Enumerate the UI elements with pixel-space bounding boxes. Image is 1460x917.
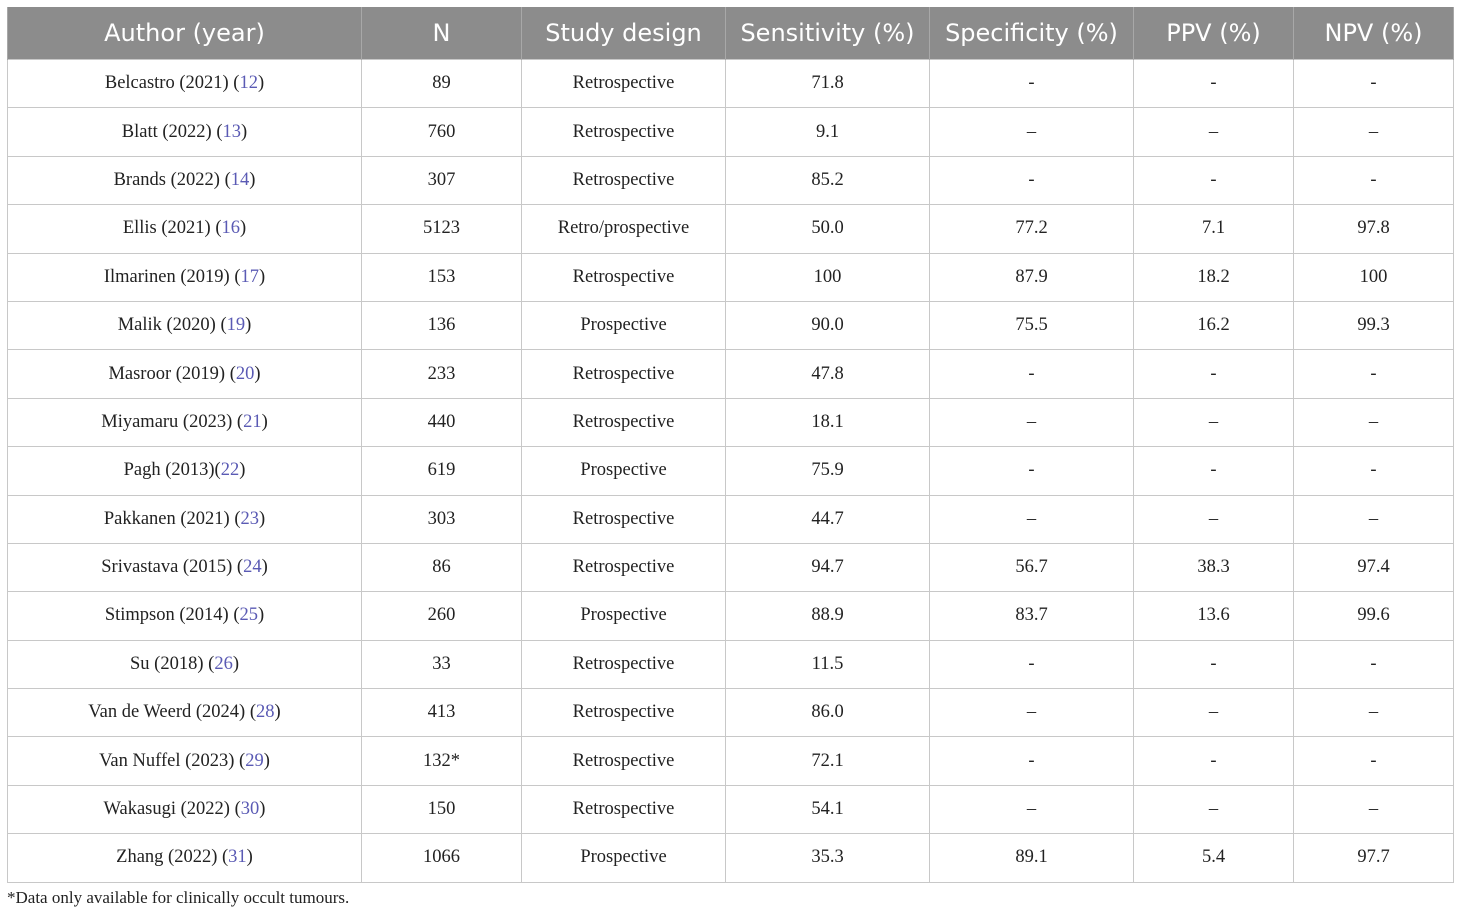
specificity-cell: – — [930, 108, 1134, 156]
npv-cell: – — [1294, 689, 1454, 737]
author-name: Ilmarinen (2019) — [103, 266, 235, 287]
study-design-cell: Retrospective — [522, 350, 726, 398]
table-row — [8, 156, 1454, 204]
reference-link[interactable]: 25 — [239, 605, 258, 626]
sensitivity-cell: 9.1 — [726, 108, 930, 156]
author-year-cell: Malik (2020) (19) — [8, 301, 362, 349]
study-design-cell: Retrospective — [522, 785, 726, 833]
author-name: Wakasugi (2022) — [103, 799, 235, 820]
author-name: Van de Weerd (2024) — [88, 702, 250, 723]
study-design-cell: Retrospective — [522, 737, 726, 785]
sensitivity-cell: 72.1 — [726, 737, 930, 785]
header-ppv: PPV (%) — [1134, 7, 1294, 60]
specificity-cell: - — [930, 737, 1134, 785]
header-specificity: Specificity (%) — [930, 7, 1134, 60]
table-row — [8, 640, 1454, 688]
ppv-cell: - — [1134, 737, 1294, 785]
specificity-cell: 77.2 — [930, 205, 1134, 253]
table-row — [8, 108, 1454, 156]
n-cell: 260 — [362, 592, 522, 640]
specificity-cell: - — [930, 350, 1134, 398]
npv-cell: 97.4 — [1294, 543, 1454, 591]
table-row — [8, 350, 1454, 398]
ppv-cell: 38.3 — [1134, 543, 1294, 591]
sensitivity-cell: 90.0 — [726, 301, 930, 349]
table-row — [8, 834, 1454, 882]
author-year-cell: Stimpson (2014) (25) — [8, 592, 362, 640]
npv-cell: 97.8 — [1294, 205, 1454, 253]
sensitivity-cell: 94.7 — [726, 543, 930, 591]
author-name: Stimpson (2014) — [104, 605, 234, 626]
study-design-cell: Retrospective — [522, 60, 726, 108]
study-design-cell: Retro/prospective — [522, 205, 726, 253]
reference-link[interactable]: 12 — [239, 73, 258, 94]
reference-link[interactable]: 21 — [243, 411, 262, 432]
specificity-cell: - — [930, 640, 1134, 688]
n-cell: 233 — [362, 350, 522, 398]
study-design-cell: Prospective — [522, 834, 726, 882]
table-row — [8, 737, 1454, 785]
header-n: N — [362, 7, 522, 60]
n-cell: 153 — [362, 253, 522, 301]
npv-cell: 97.7 — [1294, 834, 1454, 882]
reference-link[interactable]: 28 — [256, 702, 275, 723]
n-cell: 86 — [362, 543, 522, 591]
study-design-cell: Retrospective — [522, 543, 726, 591]
author-name: Ellis (2021) — [122, 218, 216, 239]
specificity-cell: 56.7 — [930, 543, 1134, 591]
ppv-cell: 18.2 — [1134, 253, 1294, 301]
results-table — [7, 7, 1454, 883]
header-sensitivity: Sensitivity (%) — [726, 7, 930, 60]
study-design-cell: Retrospective — [522, 253, 726, 301]
table-row — [8, 301, 1454, 349]
author-year-cell: Su (2018) (26) — [8, 640, 362, 688]
n-cell: 413 — [362, 689, 522, 737]
author-name: Masroor (2019) — [108, 363, 230, 384]
study-design-cell: Retrospective — [522, 640, 726, 688]
n-cell: 150 — [362, 785, 522, 833]
author-year-cell: Miyamaru (2023) (21) — [8, 398, 362, 446]
reference-link[interactable]: 29 — [245, 750, 264, 771]
reference-link[interactable]: 26 — [214, 653, 233, 674]
author-name: Srivastava (2015) — [101, 557, 237, 578]
specificity-cell: – — [930, 398, 1134, 446]
author-year-cell: Srivastava (2015) (24) — [8, 543, 362, 591]
n-cell: 303 — [362, 495, 522, 543]
specificity-cell: 87.9 — [930, 253, 1134, 301]
reference-link[interactable]: 23 — [240, 508, 259, 529]
table-row — [8, 447, 1454, 495]
reference-link[interactable]: 20 — [235, 363, 255, 384]
author-name: Belcastro (2021) — [104, 73, 234, 94]
study-design-cell: Retrospective — [522, 398, 726, 446]
header-study-design: Study design — [522, 7, 726, 60]
specificity-cell: 89.1 — [930, 834, 1134, 882]
ppv-cell: – — [1134, 108, 1294, 156]
n-cell: 132* — [362, 737, 522, 785]
table-row — [8, 253, 1454, 301]
study-design-cell: Retrospective — [522, 495, 726, 543]
author-year-cell: Blatt (2022) (13) — [8, 108, 362, 156]
table-row — [8, 205, 1454, 253]
author-name: Pagh (2013) — [123, 460, 215, 481]
npv-cell: - — [1294, 737, 1454, 785]
specificity-cell: - — [930, 156, 1134, 204]
n-cell: 89 — [362, 60, 522, 108]
npv-cell: – — [1294, 495, 1454, 543]
sensitivity-cell: 18.1 — [726, 398, 930, 446]
ppv-cell: - — [1134, 350, 1294, 398]
ppv-cell: - — [1134, 156, 1294, 204]
table-row — [8, 689, 1454, 737]
author-year-cell: Pagh (2013)(22) — [8, 447, 362, 495]
n-cell: 307 — [362, 156, 522, 204]
ppv-cell: – — [1134, 689, 1294, 737]
table-row — [8, 60, 1454, 108]
author-name: Zhang (2022) — [116, 847, 222, 868]
npv-cell: - — [1294, 350, 1454, 398]
n-cell: 1066 — [362, 834, 522, 882]
sensitivity-cell: 85.2 — [726, 156, 930, 204]
author-year-cell: Van Nuffel (2023) (29) — [8, 737, 362, 785]
author-year-cell: Ellis (2021) (16) — [8, 205, 362, 253]
table-footnote: *Data only available for clinically occult tumours. — [7, 888, 350, 907]
sensitivity-cell: 88.9 — [726, 592, 930, 640]
table-row — [8, 592, 1454, 640]
reference-link[interactable]: 22 — [220, 460, 240, 481]
author-year-cell: Van de Weerd (2024) (28) — [8, 689, 362, 737]
author-year-cell: Brands (2022) (14) — [8, 156, 362, 204]
author-name: Blatt (2022) — [121, 121, 217, 142]
author-year-cell: Ilmarinen (2019) (17) — [8, 253, 362, 301]
sensitivity-cell: 35.3 — [726, 834, 930, 882]
reference-link[interactable]: 13 — [222, 121, 242, 142]
ppv-cell: – — [1134, 495, 1294, 543]
author-year-cell: Pakkanen (2021) (23) — [8, 495, 362, 543]
study-design-cell: Retrospective — [522, 108, 726, 156]
n-cell: 760 — [362, 108, 522, 156]
author-year-cell: Masroor (2019) (20) — [8, 350, 362, 398]
author-name: Pakkanen (2021) — [103, 508, 235, 529]
sensitivity-cell: 71.8 — [726, 60, 930, 108]
npv-cell: - — [1294, 60, 1454, 108]
study-design-cell: Prospective — [522, 301, 726, 349]
table-body — [8, 60, 1454, 883]
specificity-cell: - — [930, 60, 1134, 108]
study-design-cell: Retrospective — [522, 689, 726, 737]
ppv-cell: – — [1134, 785, 1294, 833]
author-name: Malik (2020) — [117, 315, 221, 336]
reference-link[interactable]: 17 — [240, 266, 259, 287]
author-year-cell: Wakasugi (2022) (30) — [8, 785, 362, 833]
header-author-year: Author (year) — [8, 7, 362, 60]
sensitivity-cell: 100 — [726, 253, 930, 301]
author-year-cell: Belcastro (2021) (12) — [8, 60, 362, 108]
npv-cell: 100 — [1294, 253, 1454, 301]
ppv-cell: 13.6 — [1134, 592, 1294, 640]
ppv-cell: – — [1134, 398, 1294, 446]
table-header-row — [8, 7, 1454, 60]
reference-link[interactable]: 16 — [221, 218, 240, 239]
sensitivity-cell: 44.7 — [726, 495, 930, 543]
sensitivity-cell: 50.0 — [726, 205, 930, 253]
specificity-cell: 75.5 — [930, 301, 1134, 349]
specificity-cell: - — [930, 447, 1134, 495]
table-row — [8, 543, 1454, 591]
npv-cell: 99.6 — [1294, 592, 1454, 640]
ppv-cell: - — [1134, 640, 1294, 688]
reference-link[interactable]: 24 — [243, 557, 262, 578]
npv-cell: – — [1294, 398, 1454, 446]
results-table-container — [7, 7, 1453, 883]
ppv-cell: 5.4 — [1134, 834, 1294, 882]
sensitivity-cell: 11.5 — [726, 640, 930, 688]
sensitivity-cell: 47.8 — [726, 350, 930, 398]
n-cell: 136 — [362, 301, 522, 349]
ppv-cell: 16.2 — [1134, 301, 1294, 349]
ppv-cell: 7.1 — [1134, 205, 1294, 253]
reference-link[interactable]: 19 — [226, 315, 246, 336]
reference-link[interactable]: 31 — [228, 847, 247, 868]
n-cell: 33 — [362, 640, 522, 688]
sensitivity-cell: 75.9 — [726, 447, 930, 495]
sensitivity-cell: 54.1 — [726, 785, 930, 833]
reference-link[interactable]: 30 — [240, 799, 260, 820]
author-name: Brands (2022) — [113, 169, 225, 190]
ppv-cell: - — [1134, 60, 1294, 108]
author-year-cell: Zhang (2022) (31) — [8, 834, 362, 882]
specificity-cell: – — [930, 689, 1134, 737]
reference-link[interactable]: 14 — [230, 169, 250, 190]
specificity-cell: – — [930, 495, 1134, 543]
specificity-cell: – — [930, 785, 1134, 833]
ppv-cell: - — [1134, 447, 1294, 495]
header-npv: NPV (%) — [1294, 7, 1454, 60]
npv-cell: - — [1294, 640, 1454, 688]
npv-cell: – — [1294, 108, 1454, 156]
npv-cell: 99.3 — [1294, 301, 1454, 349]
author-name: Miyamaru (2023) — [101, 411, 237, 432]
study-design-cell: Prospective — [522, 592, 726, 640]
study-design-cell: Prospective — [522, 447, 726, 495]
npv-cell: - — [1294, 156, 1454, 204]
n-cell: 619 — [362, 447, 522, 495]
npv-cell: – — [1294, 785, 1454, 833]
n-cell: 440 — [362, 398, 522, 446]
table-row — [8, 398, 1454, 446]
npv-cell: - — [1294, 447, 1454, 495]
study-design-cell: Retrospective — [522, 156, 726, 204]
specificity-cell: 83.7 — [930, 592, 1134, 640]
n-cell: 5123 — [362, 205, 522, 253]
author-name: Su (2018) — [130, 653, 209, 674]
sensitivity-cell: 86.0 — [726, 689, 930, 737]
table-row — [8, 785, 1454, 833]
table-row — [8, 495, 1454, 543]
author-name: Van Nuffel (2023) — [99, 750, 240, 771]
